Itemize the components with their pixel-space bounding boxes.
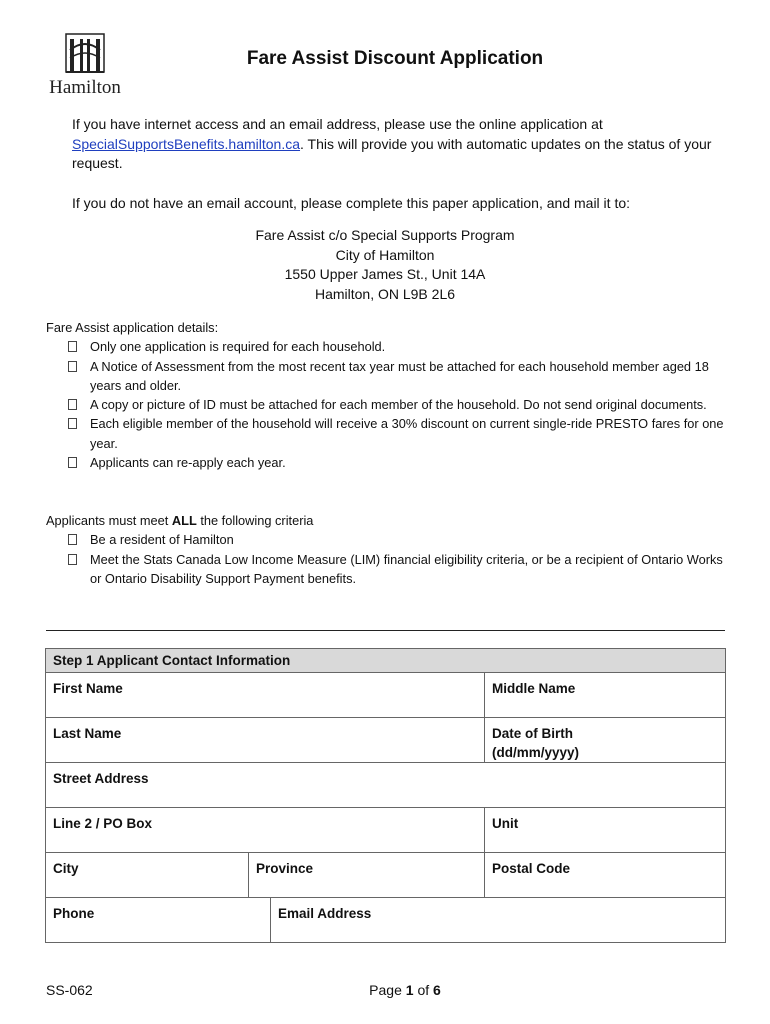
address-line-2: City of Hamilton — [335, 246, 435, 263]
list-item: Meet the Stats Canada Low Income Measure (LIM) financial eligibility criteria, or be a recipient of Ontario Works or Ontario Disability Support Payment benefits. — [46, 550, 726, 589]
intro-text-end: . This will provide you with automatic updates on the status of your request. — [72, 135, 712, 171]
list-item: Each eligible member of the household will receive a 30% discount on current single-ride PRESTO fares for one year. — [46, 414, 726, 453]
last-name-field[interactable]: Last Name — [46, 718, 485, 763]
step-1-header: Step 1 Applicant Contact Information — [46, 649, 726, 673]
checkbox-bullet-icon — [68, 341, 77, 352]
checkbox-bullet-icon — [68, 399, 77, 410]
first-name-field[interactable]: First Name — [46, 673, 485, 718]
list-item: Be a resident of Hamilton — [46, 530, 726, 549]
form-code: SS-062 — [46, 982, 93, 998]
checkbox-bullet-icon — [68, 361, 77, 372]
checkbox-bullet-icon — [68, 418, 77, 429]
checkbox-bullet-icon — [68, 534, 77, 545]
email-address-field[interactable]: Email Address — [271, 898, 726, 943]
list-item: Only one application is required for each household. — [46, 337, 726, 356]
province-field[interactable]: Province — [249, 853, 485, 898]
middle-name-field[interactable]: Middle Name — [485, 673, 726, 718]
postal-code-field[interactable]: Postal Code — [485, 853, 726, 898]
date-of-birth-field[interactable] — [485, 718, 726, 763]
address-line-4: Hamilton, ON L9B 2L6 — [314, 285, 456, 302]
page-number: Page 1 of 6 — [369, 982, 441, 998]
section-divider — [46, 630, 725, 631]
address-line-3: 1550 Upper James St., Unit 14A — [284, 266, 486, 282]
applicant-contact-form — [45, 648, 726, 943]
list-item: Applicants can re-apply each year. — [46, 453, 726, 472]
details-heading: Fare Assist application details: — [46, 320, 219, 335]
checkbox-bullet-icon — [68, 457, 77, 468]
city-field[interactable]: City — [46, 853, 249, 898]
application-details — [46, 318, 726, 472]
line-2-po-box-field[interactable]: Line 2 / PO Box — [46, 808, 485, 853]
online-application-link[interactable]: SpecialSupportsBenefits.hamilton.ca — [72, 135, 301, 152]
criteria-heading: Applicants must meet ALL the following criteria — [46, 513, 314, 528]
mailing-address — [0, 226, 770, 304]
page-title: Fare Assist Discount Application — [246, 48, 544, 69]
list-item: A Notice of Assessment from the most recent tax year must be attached for each household member aged 18 years and older. — [46, 357, 726, 396]
checkbox-bullet-icon — [68, 554, 77, 565]
unit-field[interactable]: Unit — [485, 808, 726, 853]
dob-format-label: (dd/mm/yyyy) — [492, 745, 580, 760]
phone-field[interactable]: Phone — [46, 898, 271, 943]
list-item: A copy or picture of ID must be attached for each member of the household. Do not send original documents. — [46, 395, 726, 414]
eligibility-criteria — [46, 511, 726, 588]
intro-paragraph-online — [72, 115, 712, 174]
street-address-field[interactable]: Street Address — [46, 763, 726, 808]
logo-wordmark: Hamilton — [49, 77, 121, 98]
intro-text: If you have internet access and an email address, please use the online application at — [72, 116, 603, 132]
dob-label: Date of Birth — [492, 726, 573, 741]
intro-paragraph-mail: If you do not have an email account, please complete this paper application, and mail it to: — [72, 195, 631, 211]
address-line-1: Fare Assist c/o Special Supports Program — [255, 227, 515, 243]
